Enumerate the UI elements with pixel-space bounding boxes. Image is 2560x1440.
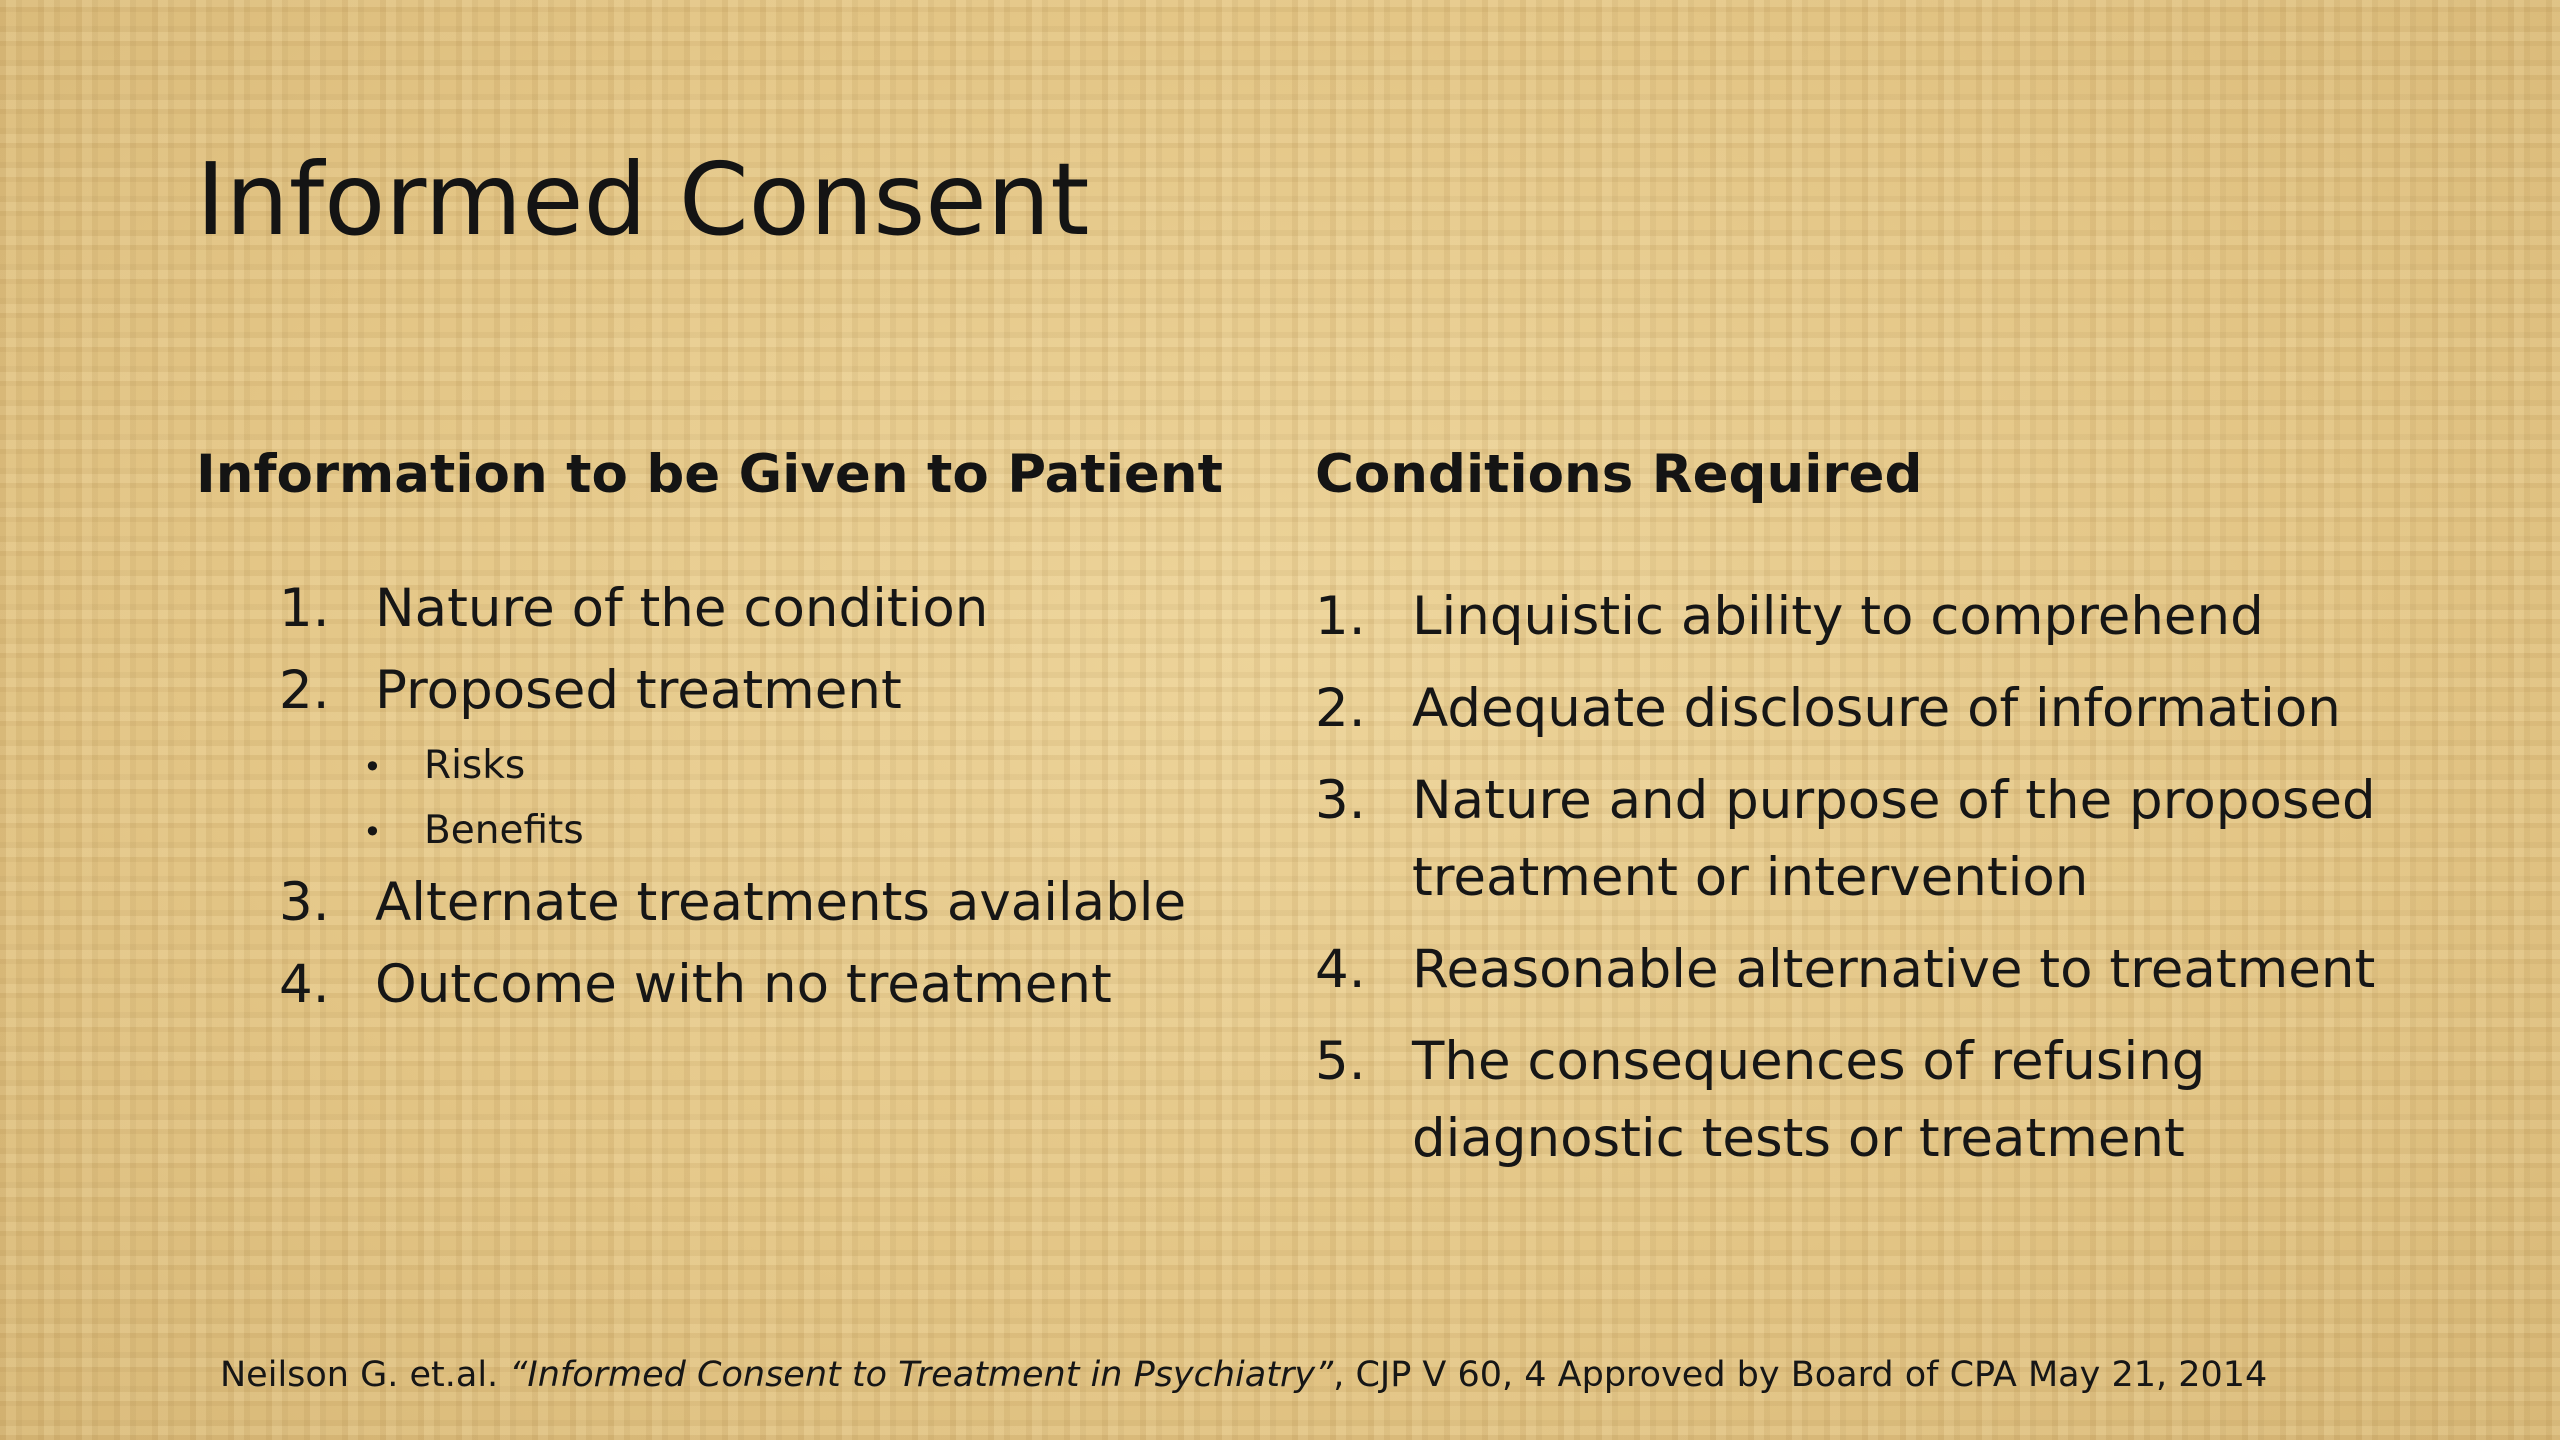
sub-list-item: [363, 743, 526, 788]
list-text: Linquistic ability to comprehend: [1412, 586, 2264, 647]
left-column-heading: Information to be Given to Patient: [196, 444, 1223, 505]
sub-list-text: Benefits: [424, 808, 584, 853]
sub-list-item: [363, 808, 584, 853]
list-item: [279, 872, 1187, 933]
citation-details: , CJP V 60, 4 Approved by Board of CPA May 21, 2014: [1333, 1355, 2268, 1395]
list-item: [1315, 1023, 2412, 1177]
list-text: Adequate disclosure of information: [1412, 678, 2341, 739]
list-text: Nature and purpose of the proposed treatment or intervention: [1412, 770, 2376, 908]
list-number: 1.: [279, 578, 330, 639]
citation-article-title: “Informed Consent to Treatment in Psychiatry”: [509, 1355, 1334, 1395]
list-text: Alternate treatments available: [375, 872, 1187, 933]
list-number: 3.: [279, 872, 330, 933]
list-item: [1315, 670, 2412, 747]
list-number: 4.: [1315, 939, 1366, 1000]
list-item: [1315, 931, 2412, 1008]
list-number: 3.: [1315, 770, 1366, 831]
sub-list-text: Risks: [424, 743, 526, 788]
list-number: 2.: [279, 660, 330, 721]
right-column-heading: Conditions Required: [1315, 444, 1923, 505]
list-item: [279, 578, 989, 639]
list-item: [1315, 762, 2412, 916]
list-item: [279, 954, 1112, 1015]
list-number: 2.: [1315, 678, 1366, 739]
list-number: 4.: [279, 954, 330, 1015]
list-text: The consequences of refusing diagnostic tests or treatment: [1412, 1031, 2206, 1169]
list-item: [1315, 578, 2412, 655]
list-number: 5.: [1315, 1031, 1366, 1092]
bullet-icon: •: [363, 748, 382, 786]
list-text: Outcome with no treatment: [375, 954, 1112, 1015]
slide-title: Informed Consent: [196, 141, 1090, 258]
bullet-icon: •: [363, 813, 382, 851]
citation: [220, 1355, 2268, 1395]
citation-author: Neilson G. et.al.: [220, 1355, 510, 1395]
list-number: 1.: [1315, 586, 1366, 647]
list-item: [279, 660, 902, 721]
list-text: Nature of the condition: [375, 578, 989, 639]
list-text: Reasonable alternative to treatment: [1412, 939, 2376, 1000]
list-text: Proposed treatment: [375, 660, 902, 721]
